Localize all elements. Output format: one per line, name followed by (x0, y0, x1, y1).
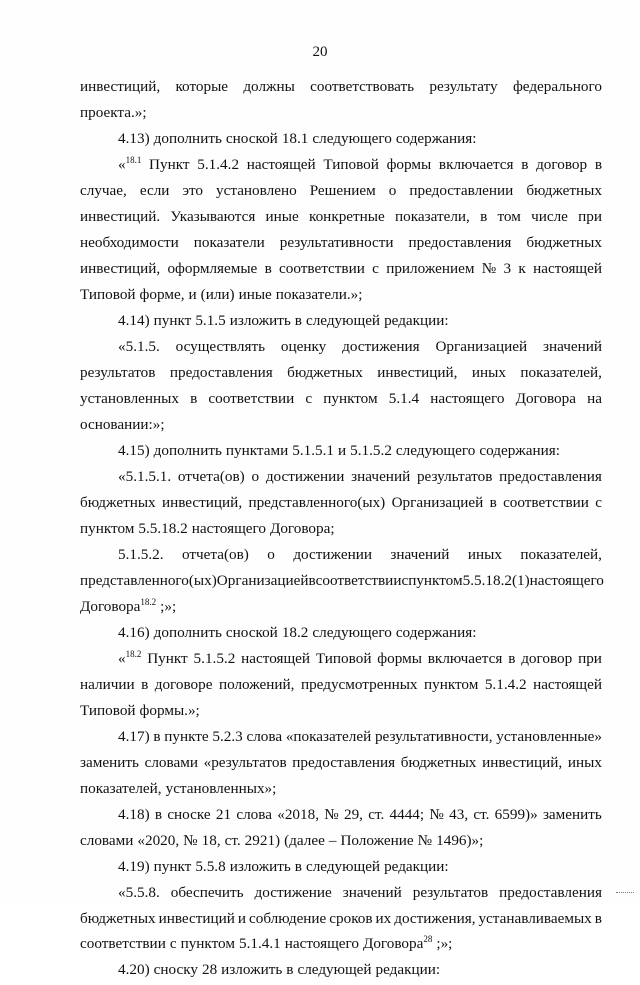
word: в (153, 727, 161, 745)
word: при (578, 207, 602, 225)
word: пунктом (423, 675, 479, 693)
word: предоставления (499, 467, 602, 485)
word: Договора$^{28}$ (362, 934, 433, 953)
text-line (80, 856, 602, 878)
word: следующего (312, 129, 392, 147)
word: словами (80, 831, 134, 849)
word: следующей (305, 857, 381, 875)
word: иных (467, 545, 502, 563)
text-line (80, 959, 602, 981)
word: 5.1.5.1 (292, 441, 334, 459)
word: наличии (80, 675, 135, 693)
word: 1496)»; (436, 831, 484, 849)
word: установлено (216, 181, 297, 199)
word: редакции: (384, 311, 449, 329)
word: 5.1.4.1 (238, 935, 281, 953)
word: 18, (201, 831, 221, 849)
word: результатов (416, 467, 493, 485)
word: и (237, 909, 247, 927)
word: в (190, 389, 198, 407)
word: на (587, 389, 602, 407)
word: 4.16) (118, 623, 150, 641)
word: достижение (254, 883, 332, 901)
word: 5.1.4.2 (484, 675, 527, 693)
word: в (294, 311, 302, 329)
word: к (518, 259, 526, 277)
word: инвестиций, (377, 363, 458, 381)
word: пунктом (180, 935, 235, 953)
word: № (324, 805, 339, 823)
page-number: 20 (312, 44, 328, 60)
text-line (80, 933, 602, 955)
footnote-ref: 18.2 (140, 596, 157, 607)
word: иных (567, 753, 602, 771)
word: ст. (368, 805, 385, 823)
word: Решением (309, 181, 376, 199)
word: соответствии (208, 389, 295, 407)
word: 2921) (244, 831, 281, 849)
text-line (80, 440, 602, 462)
word: Договора; (269, 519, 335, 537)
word: соответствии (315, 571, 402, 589)
word: соблюдение (249, 909, 327, 927)
word: настоящей (533, 259, 602, 277)
word: содержания: (395, 129, 477, 147)
word: достижении (293, 545, 372, 563)
text-line (80, 882, 602, 904)
word: бюджетных (400, 753, 477, 771)
word: (или) (200, 285, 235, 303)
word: в (308, 571, 316, 589)
word: в (286, 961, 294, 979)
word: результативности, (374, 727, 493, 745)
word: «показателей (285, 727, 372, 745)
text-line (80, 492, 602, 514)
word: их (375, 909, 392, 927)
word: соответствии (80, 935, 166, 953)
word: включается (427, 649, 503, 667)
word: бюджетных (526, 233, 602, 251)
word: договор (536, 155, 588, 173)
word: в (141, 675, 149, 693)
word: бюджетных (526, 181, 602, 199)
word: в (594, 155, 602, 173)
word: сноской (225, 623, 278, 641)
word: настоящего (191, 519, 266, 537)
word: показатели.»; (275, 285, 363, 303)
text-line (80, 596, 602, 618)
word: сроков (329, 909, 373, 927)
word: 4444; (389, 805, 425, 823)
word: настоящей (533, 675, 602, 693)
word: инвестиций (158, 909, 235, 927)
word: сноске (167, 805, 211, 823)
word: редакции: (384, 857, 449, 875)
word: «результатов (203, 753, 287, 771)
word: достижении (265, 467, 345, 485)
word: инвестиций, (80, 78, 161, 95)
word: Организацией (435, 337, 528, 355)
word: заменить (80, 753, 139, 771)
word: осуществлять (175, 337, 266, 355)
text-line (80, 570, 602, 592)
word: установленные» (496, 727, 602, 745)
word: ст. (224, 831, 241, 849)
word: 5.5.18.2(1) (462, 571, 530, 589)
word: обеспечить (170, 883, 244, 901)
word: сноской (225, 129, 278, 147)
word: – (328, 831, 337, 849)
word: пунктом (408, 571, 463, 589)
word: 4.13) (118, 129, 150, 147)
word: пункт (153, 857, 192, 875)
word: 29, (343, 805, 363, 823)
word: пунктами (225, 441, 289, 459)
word: достижения (342, 337, 420, 355)
text-line (80, 388, 602, 410)
word: числе (531, 207, 568, 225)
word: договор (521, 649, 573, 667)
word: показатели, (394, 207, 470, 225)
word: 5.1.5.2. (118, 545, 164, 563)
word: форме, (139, 285, 185, 303)
word: следующей (297, 961, 372, 979)
word: 28 (201, 961, 218, 979)
word: пунктом (80, 519, 135, 537)
word: установленных (80, 389, 179, 407)
word: формы (386, 155, 432, 173)
word: ;»; (160, 597, 177, 615)
text-line (80, 154, 602, 176)
word: Типовой (80, 701, 136, 719)
word: № (481, 259, 497, 277)
footnote-ref: 18.1 (125, 154, 142, 165)
word: соответствовать (310, 78, 415, 95)
word: 4.15) (118, 441, 150, 459)
word: изложить (221, 961, 283, 979)
word: бюджетных (287, 363, 363, 381)
word: 6599)» (494, 805, 538, 823)
word: Типовой (80, 285, 136, 303)
word: в (294, 857, 302, 875)
word: представленного(ых) (248, 493, 386, 511)
word: установленных»; (165, 779, 277, 797)
word: «5.1.5. (118, 337, 160, 355)
word: ст. (473, 805, 490, 823)
word: изложить (229, 857, 291, 875)
word: и (188, 285, 197, 303)
word: результату (429, 78, 498, 95)
word: том (497, 207, 521, 225)
word: изложить (229, 311, 291, 329)
word: иных (471, 363, 506, 381)
word: 4.19) (118, 857, 150, 875)
text-line (80, 232, 602, 254)
footnote-ref: 28 (423, 934, 433, 945)
word: настоящего (529, 571, 604, 589)
word: о (251, 467, 260, 485)
word: № (183, 831, 198, 849)
word: должны (243, 78, 295, 95)
text-line (80, 362, 602, 384)
text-line (80, 102, 602, 124)
word: (далее (284, 831, 325, 849)
word: с (372, 259, 379, 277)
word: формы (377, 649, 422, 667)
word: Положение (340, 831, 414, 849)
word: 21 (215, 805, 232, 823)
text-line (80, 180, 602, 202)
word: которые (175, 78, 229, 95)
word: значений (342, 883, 402, 901)
word: в (154, 805, 163, 823)
word: значений (542, 337, 602, 355)
word: 5.1.5 (195, 311, 226, 329)
word: настоящего (430, 389, 505, 407)
word: положений, (218, 675, 295, 693)
word: оценку (280, 337, 327, 355)
word: 4.17) (118, 727, 150, 745)
word: это (182, 181, 204, 199)
word: следующего (395, 441, 476, 459)
word: Организацией (216, 571, 309, 589)
word: иные (238, 285, 272, 303)
word: соответствии (279, 259, 365, 277)
word: «2018, (277, 805, 319, 823)
word: включается (438, 155, 514, 173)
word: пунктом (323, 389, 378, 407)
word: «$^{18.1}$ (118, 154, 142, 173)
word: Пункт (149, 155, 190, 173)
text-line (80, 726, 602, 748)
word: соответствии (503, 493, 589, 511)
word: результатов (412, 883, 489, 901)
text-line (80, 908, 602, 930)
word: Типовой (315, 649, 372, 667)
word: необходимости (80, 233, 179, 251)
word: 43, (449, 805, 469, 823)
word: 5.5.18.2 (138, 519, 188, 537)
text-line (80, 804, 602, 826)
word: содержания: (479, 441, 560, 459)
word: следующей (305, 311, 381, 329)
text-line (80, 336, 602, 358)
word: содержания: (395, 623, 477, 641)
word: предоставления (169, 363, 273, 381)
text-line (80, 648, 602, 670)
word: с (595, 493, 602, 511)
document-body (80, 76, 602, 985)
word: устанавливаемых (478, 909, 592, 927)
word: Пункт (147, 649, 188, 667)
word: значений (390, 545, 450, 563)
text-line (80, 76, 602, 98)
word: инвестиций, (80, 259, 161, 277)
word: приложением (386, 259, 475, 277)
text-line (80, 310, 602, 332)
word: пункте (164, 727, 209, 745)
word: «5.1.5.1. (118, 467, 172, 485)
word: конкретные (308, 207, 385, 225)
word: формы.»; (139, 701, 200, 719)
text-line (80, 622, 602, 644)
word: 3 (503, 259, 512, 277)
word: «$^{18.2}$ (118, 648, 142, 667)
word: с (305, 389, 313, 407)
word: 5.2.3 (212, 727, 243, 745)
word: показатели (193, 233, 265, 251)
word: слова (246, 727, 283, 745)
word: оформляемые (167, 259, 258, 277)
word: слова (236, 805, 272, 823)
text-line (80, 830, 602, 852)
word: иные (265, 207, 299, 225)
word: «5.5.8. (118, 883, 160, 901)
word: 5.1.5.2 (193, 649, 236, 667)
word: с (169, 935, 177, 953)
word: случае, (80, 181, 127, 199)
scan-corner-mark (616, 892, 634, 901)
word: предоставления (292, 753, 396, 771)
text-line (80, 700, 602, 722)
word: 4.20) (118, 961, 150, 979)
footnote-ref: 18.2 (125, 648, 142, 659)
word: пункт (153, 311, 192, 329)
word: настоящей (241, 649, 311, 667)
word: настоящей (246, 155, 316, 173)
word: инвестиций, (482, 753, 563, 771)
word: предусмотренных (300, 675, 418, 693)
word: ;»; (436, 935, 453, 953)
word: 18.2 (281, 623, 309, 641)
word: № (417, 831, 433, 849)
text-line (80, 284, 602, 306)
word: федерального (512, 78, 602, 95)
word: значений (351, 467, 411, 485)
text-line (80, 258, 602, 280)
word: инвестиций, (161, 493, 243, 511)
text-line (80, 414, 602, 436)
word: Договора (515, 389, 576, 407)
word: результатов (80, 363, 156, 381)
word: показателей, (520, 545, 602, 563)
word: в (508, 649, 516, 667)
word: 5.1.4.2 (197, 155, 240, 173)
word: в (594, 909, 602, 927)
word: отчета(ов) (182, 545, 249, 563)
word: дополнить (153, 441, 222, 459)
text-line (80, 518, 602, 540)
word: показателей, (520, 363, 602, 381)
text-line (80, 752, 602, 774)
word: 5.1.5.2 (350, 441, 392, 459)
text-line (80, 778, 602, 800)
word: в (489, 493, 497, 511)
text-line (80, 128, 602, 150)
word: 5.5.8 (195, 857, 226, 875)
word: настоящего (284, 935, 359, 953)
word: предоставления (499, 883, 602, 901)
word: в (480, 207, 488, 225)
word: основании:»; (80, 415, 165, 433)
word: представленного(ых) (80, 571, 217, 589)
word: при (578, 649, 602, 667)
word: инвестиций. (80, 207, 161, 225)
word: Типовой (323, 155, 379, 173)
word: заменить (542, 805, 602, 823)
word: Организацией (391, 493, 484, 511)
word: бюджетных (80, 909, 156, 927)
word: в (521, 155, 529, 173)
word: предоставления (408, 233, 512, 251)
word: и (338, 441, 347, 459)
word: о (267, 545, 275, 563)
word: сноску (153, 961, 198, 979)
word: предоставлении (409, 181, 514, 199)
text-line (80, 544, 602, 566)
word: дополнить (153, 129, 222, 147)
word: отчета(ов) (177, 467, 245, 485)
word: о (388, 181, 397, 199)
word: дополнить (153, 623, 222, 641)
word: 4.18) (118, 805, 150, 823)
text-line (80, 674, 602, 696)
word: 18.1 (281, 129, 309, 147)
word: редакции: (375, 961, 441, 979)
word: следующего (312, 623, 392, 641)
word: «2020, (137, 831, 180, 849)
word: Указываются (170, 207, 256, 225)
word: договоре (154, 675, 213, 693)
word: бюджетных (80, 493, 156, 511)
text-line (80, 466, 602, 488)
word: показателей, (80, 779, 162, 797)
word: проекта.»; (80, 103, 147, 121)
word: с (401, 571, 409, 589)
word: словами (144, 753, 198, 771)
word: результативности (279, 233, 394, 251)
text-line (80, 206, 602, 228)
word: 4.14) (118, 311, 150, 329)
word: в (264, 259, 272, 277)
word: если (139, 181, 170, 199)
word: 5.1.4 (388, 389, 420, 407)
word: № (429, 805, 444, 823)
word: достижения, (394, 909, 476, 927)
word: Договора$^{18.2}$ (80, 596, 157, 615)
